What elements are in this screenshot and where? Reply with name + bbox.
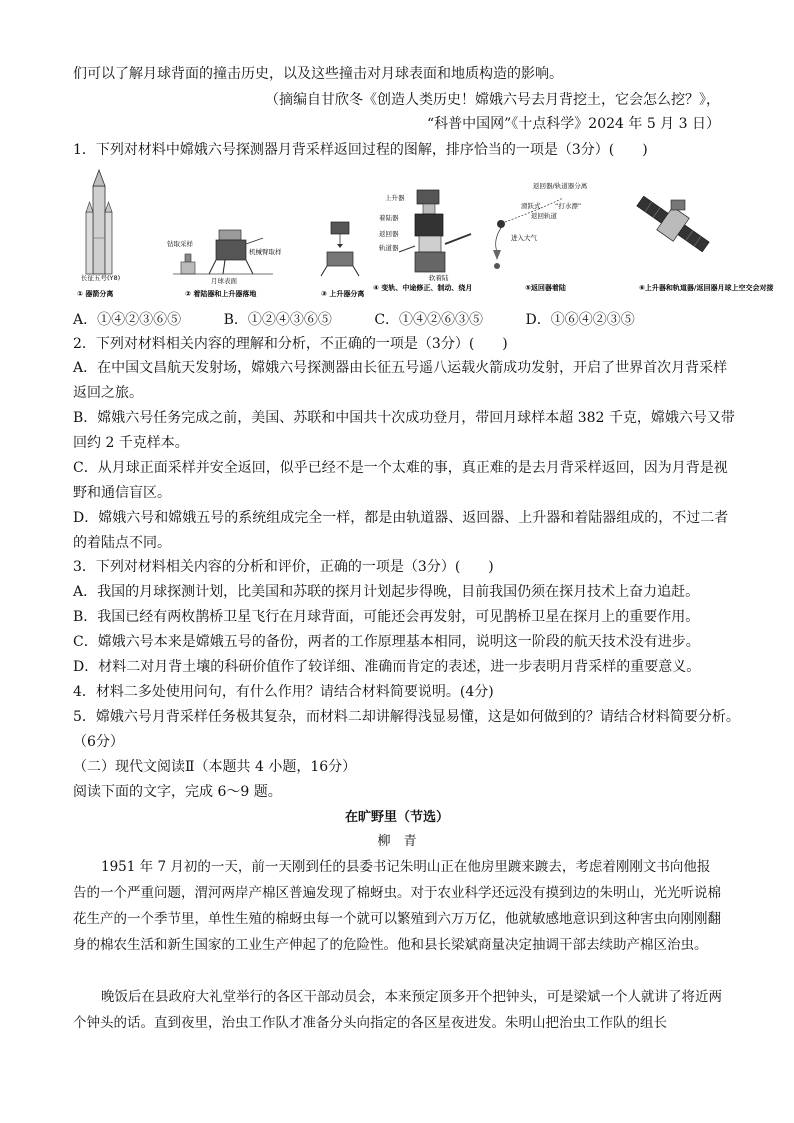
skip-label-2: “打水漂”: [555, 202, 582, 210]
change6-process-figure: [73, 168, 774, 304]
q2-option-c-line1[interactable]: C．从月球正面采样并安全返回，似乎已经不是一个太难的事，真正难的是去月背采样返回，因为月背是视: [73, 460, 728, 476]
source-citation-1: （摘编自甘欣冬《创造人类历史！嫦娥六号去月背挖土，它会怎么挖？》，: [265, 92, 720, 108]
rocket-illustration: [81, 170, 120, 282]
spacecraft-stack-illustration: [379, 190, 471, 282]
caption-5: ⑤返回器着陆: [525, 284, 566, 292]
atmosphere-label: 进入大气: [511, 234, 537, 242]
caption-1: ① 器箭分离: [77, 290, 114, 298]
q3-option-d[interactable]: D．材料二对月背土壤的科研价值作了较详细、准确而肯定的表述，进一步表明月背采样的重要意义。: [73, 659, 701, 675]
orbiter-label: 轨道器: [379, 244, 399, 252]
docking-illustration: [632, 190, 714, 259]
drill-label: 钻取采样: [167, 240, 193, 248]
q2-option-a-line1[interactable]: A．在中国文昌航天发射场，嫦娥六号探测器由长征五号遥八运载火箭成功发射，开启了世界首次月背采样: [73, 360, 728, 376]
q2-option-b-line2: 回约 2 千克样本。: [73, 435, 189, 451]
q2-option-d-line2: 的着陆点不同。: [73, 535, 171, 551]
soft-landing-label: 软着陆: [429, 274, 449, 282]
question-1-options: [73, 310, 673, 330]
ascender-label: 上升器: [385, 194, 405, 202]
article-title: 在旷野里（节选）: [344, 810, 449, 825]
option-b[interactable]: B．①②④③⑥⑤: [223, 312, 332, 328]
return-path-label: 返回轨道: [531, 212, 557, 220]
article-paragraph-2: 晚饭后在县政府大礼堂举行的各区干部动员会，本来预定顶多开个把钟头，可是梁斌一个人就讲了将近两个钟头的话。直到夜里，治虫工作队才准备分头向指定的各区星夜进发。朱明山把治虫工作队的组长: [73, 989, 722, 1031]
question-1-stem: 1．下列对材料中嫦娥六号探测器月背采样返回过程的图解，排序恰当的一项是（3分）( ): [73, 142, 648, 158]
intro-line: 们可以了解月球背面的撞击历史，以及这些撞击对月球表面和地质构造的影响。: [73, 66, 563, 82]
option-a[interactable]: A．①④②③⑥⑤: [73, 312, 182, 328]
q3-option-c[interactable]: C．嫦娥六号本来是嫦娥五号的备份，两者的工作原理基本相同，说明这一阶段的航天技术没有进步。: [73, 634, 700, 650]
q2-option-b-line1[interactable]: B．嫦娥六号任务完成之前，美国、苏联和中国共十次成功登月，带回月球样本超 382 千克，嫦娥六号又带: [73, 410, 735, 426]
section-heading: （二）现代文阅读Ⅱ（本题共 4 小题，16分）: [73, 759, 357, 775]
surface-label: 月球表面: [211, 277, 237, 285]
rocket-label: 长征五号(Y8): [81, 274, 121, 282]
ascender-illustration: [321, 222, 359, 276]
q3-option-b[interactable]: B．我国已经有两枚鹊桥卫星飞行在月球背面，可能还会再发射，可见鹊桥卫星在探月上的重要作用。: [73, 609, 700, 625]
caption-6: ⑥上升器和轨道器/返回器月球上空交会对接: [639, 284, 774, 292]
caption-4: ④ 变轨、中途修正、制动、绕月: [373, 284, 473, 292]
reentry-illustration: [493, 181, 588, 269]
skip-label: 滑跃式: [521, 202, 541, 210]
source-citation-2: “科普中国网”《十点科学》2024 年 5 月 3 日）: [426, 116, 720, 132]
caption-2: ② 着陆器和上升器落地: [185, 290, 257, 298]
question-3-stem: 3．下列对材料相关内容的分析和评价，正确的一项是（3分）( ): [73, 559, 494, 575]
scoop-label: 机械臂取样: [249, 248, 282, 256]
reading-instruction: 阅读下面的文字，完成 6～9 题。: [73, 784, 282, 800]
q2-option-a-line2: 返回之旅。: [73, 385, 143, 401]
question-5-line1: 5．嫦娥六号月背采样任务极其复杂，而材料二却讲解得浅显易懂，这是如何做到的？请结合材料简要分析。: [73, 709, 740, 725]
q3-option-a[interactable]: A．我国的月球探测计划，比美国和苏联的探月计划起步得晚，目前我国仍须在探月技术上奋力追赶。: [73, 584, 700, 600]
question-4: 4．材料二多处使用问句，有什么作用？请结合材料简要说明。(4分): [73, 684, 494, 700]
question-5-line2: （6分）: [73, 734, 124, 750]
question-2-stem: 2．下列对材料相关内容的理解和分析，不正确的一项是（3分）( ): [73, 336, 508, 352]
option-d[interactable]: D．①⑥④②③⑤: [525, 312, 635, 328]
article-author: 柳 青: [377, 834, 417, 849]
returner-label: 返回器: [379, 230, 399, 238]
option-c[interactable]: C．①④②⑥③⑤: [374, 312, 484, 328]
q2-option-c-line2: 野和通信盲区。: [73, 485, 171, 501]
caption-3: ③ 上升器分离: [321, 290, 365, 298]
separation-label: 返回器/轨道器分离: [533, 182, 588, 190]
lander-label: 着陆器: [379, 214, 399, 222]
q2-option-d-line1[interactable]: D．嫦娥六号和嫦娥五号的系统组成完全一样，都是由轨道器、返回器、上升器和着陆器组成的，不过二者: [73, 510, 729, 526]
article-paragraph-1: 1951 年 7 月初的一天，前一天刚到任的县委书记朱明山正在他房里踱来踱去，考虑着刚刚文书向他报告的一个严重问题，渭河两岸产棉区普遍发现了棉蚜虫。对于农业科学还远没有摸到边的朱明山，光光听说棉花生产的一个季节里，单性生殖的棉蚜虫每一个就可以繁殖到六万万亿，他就敏感地意识到这种害虫向刚刚翻身的棉农生活和新生国家的工业生产伸起了的危险性。他和县长梁斌商量决定抽调干部去续助产棉区治虫。: [73, 859, 721, 953]
lander-illustration: [167, 230, 282, 285]
